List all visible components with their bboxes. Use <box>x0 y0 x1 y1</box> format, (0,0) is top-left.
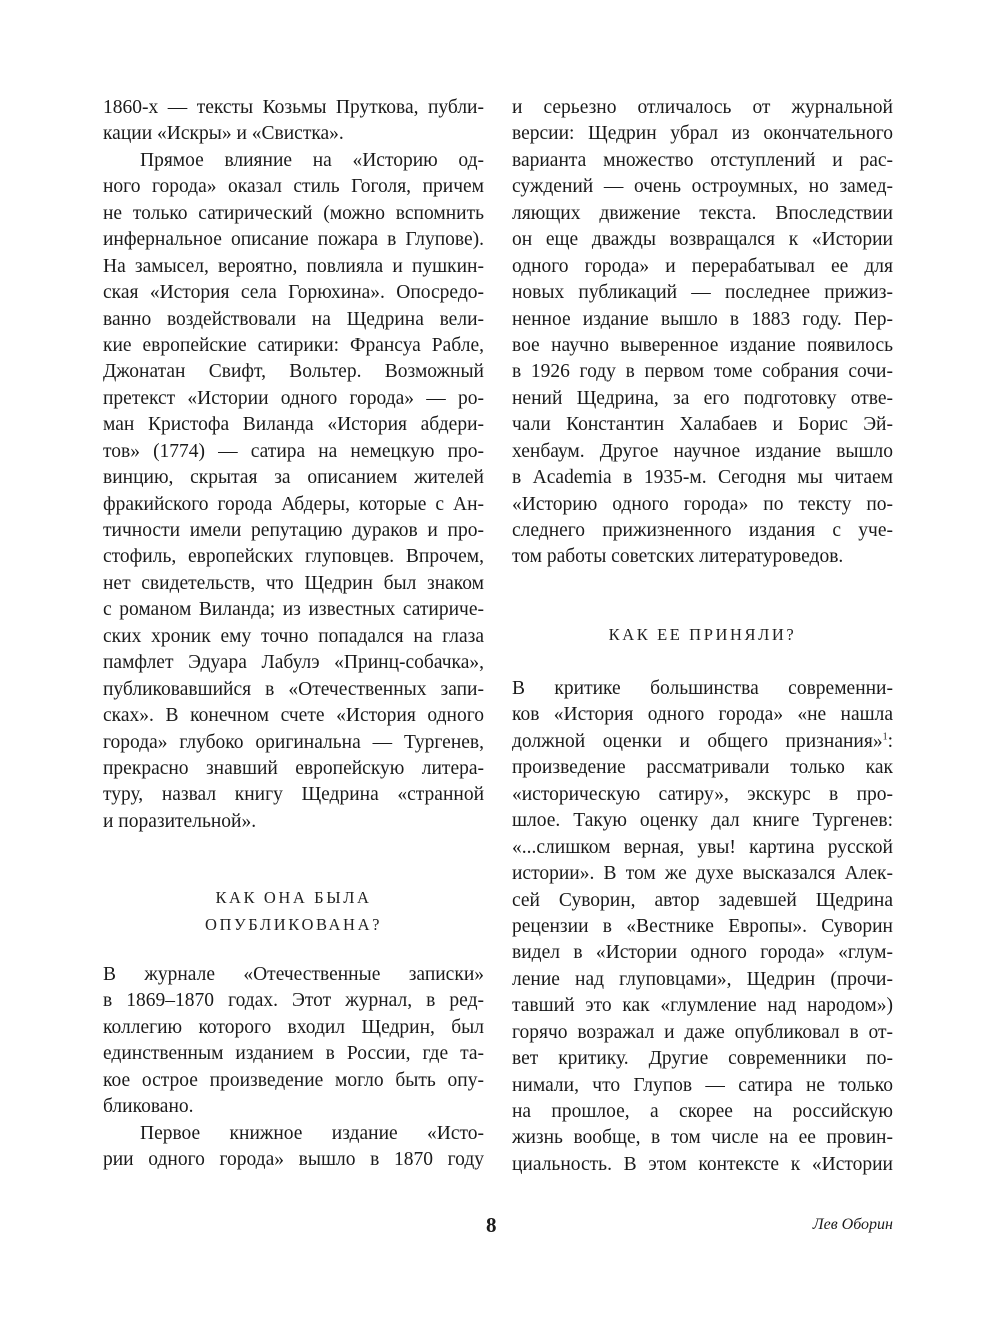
text-line: сей Суворин, автор задевшей Щедрина <box>512 889 893 911</box>
text-line: рии одного города» вышло в 1870 году <box>103 1149 484 1171</box>
text-line: В журнале «Отечественные записки» <box>103 964 484 985</box>
text-line: не только сатирический (можно вспомнить <box>103 202 484 224</box>
heading-line: КАК ЕЕ ПРИНЯЛИ? <box>608 625 797 644</box>
text-line: сках». В конечном счете «История одного <box>103 705 484 727</box>
page-number: 8 <box>486 1213 497 1237</box>
text-line: кации «Искры» и «Свистка». <box>103 123 344 145</box>
text-line: рецензии в «Вестнике Европы». Суворин <box>512 915 893 937</box>
heading-line: ОПУБЛИКОВАНА? <box>204 915 383 934</box>
text-line: тавший это как «глумление над народом») <box>512 995 893 1017</box>
text-line: ман Кристофа Виланда «История абдери- <box>103 414 484 436</box>
text-line: претекст «Истории одного города» — ро- <box>103 387 484 409</box>
text-line: том работы советских литературоведов. <box>512 546 844 568</box>
text-line: винцию, скрытая за описанием жителей <box>103 467 484 489</box>
text-line: в Academia в 1935-м. Сегодня мы читаем <box>512 467 893 489</box>
text-line: ного города» оказал стиль Гоголя, причем <box>103 176 484 198</box>
text-line: «историческую сатиру», экскурс в про- <box>512 783 893 805</box>
text-line: вет критику. Другие современники по- <box>512 1048 893 1070</box>
text-line: нет свидетельств, что Щедрин был знаком <box>103 572 484 594</box>
paragraph <box>103 962 484 1121</box>
text-line: и поразительной». <box>103 810 257 832</box>
text-line: ление над глуповцами», Щедрин (прочи- <box>512 968 893 990</box>
text-line: памфлет Эдуара Лабулэ «Принц-собачка», <box>103 652 484 674</box>
text-line: «...слишком верная, увы! картина русской <box>512 836 893 858</box>
right-column-top <box>512 95 893 571</box>
text-line: кое острое произведение могло быть опу- <box>103 1069 484 1091</box>
text-line: видел в «Истории одного города» «глум- <box>512 942 893 964</box>
text-line: шлое. Такую оценку дал книге Тургенев: <box>512 810 893 832</box>
footnote-marker[interactable]: 1 <box>882 731 888 743</box>
text-line: вое научно выверенное издание появилось <box>512 334 893 356</box>
text-line: тов» (1774) — сатира на немецкую про- <box>103 440 484 462</box>
text-line: и серьезно отличалось от журнальной <box>512 97 893 118</box>
text-line: одного города» и перерабатывал ее для <box>512 255 893 277</box>
text-line: версии: Щедрин убрал из окончательного <box>512 123 893 145</box>
text-line: В критике большинства современни- <box>512 678 893 699</box>
text-line: истории». В том же духе высказался Алек- <box>512 863 893 885</box>
text-line: ляющих движение текста. Впоследствии <box>512 202 893 224</box>
text-line: коллегию которого входил Щедрин, был <box>103 1016 484 1038</box>
text-line: фракийского города Абдеры, которые с Ан- <box>103 493 484 515</box>
text-line: Первое книжное издание «Исто- <box>140 1122 484 1144</box>
text-line: чали Константин Халабаев и Борис Эй- <box>512 414 893 436</box>
text-line: кие европейские сатирики: Франсуа Рабле, <box>103 334 484 356</box>
text-line: единственным изданием в России, где та- <box>103 1043 484 1065</box>
text-line: на прошлое, а скорее на российскую <box>512 1101 893 1122</box>
text-line: ских хроник ему точно попадался на глаза <box>103 625 484 647</box>
text-line: в 1926 году в первом томе собрания сочи- <box>512 361 893 383</box>
text-line: бликовано. <box>103 1096 194 1118</box>
text-line: прекрасно знавший европейскую литера- <box>103 757 484 779</box>
text-line: произведение рассматривали только как <box>512 757 893 779</box>
text-line: нений Щедрина, за его подготовку отве- <box>512 387 893 409</box>
text-line: ненное издание вышло в 1883 году. Пер- <box>512 308 893 330</box>
text-line: города» глубоко оригинальна — Тургенев, <box>103 731 484 753</box>
text-line: ванно воздействовали на Щедрина вели- <box>103 308 484 330</box>
paragraph <box>512 676 893 1178</box>
left-column-top <box>103 95 484 835</box>
text-line: туру, назвал книгу Щедрина «странной <box>103 784 484 806</box>
text-line: «Историю одного города» по тексту по- <box>512 493 893 515</box>
paragraph <box>103 1121 484 1174</box>
paragraph <box>103 95 484 148</box>
right-column-bottom <box>512 676 893 1178</box>
text-line: Прямое влияние на «Историю од- <box>140 149 484 171</box>
text-line: с романом Виланда; из известных сатириче- <box>103 599 484 621</box>
text-line: он еще дважды возвращался к «Истории <box>512 229 893 251</box>
text-line: публиковавшийся в «Отечественных запи- <box>103 678 484 700</box>
text-line: жизнь вообще, в том числе на ее провин- <box>512 1127 893 1149</box>
text-line: ков «История одного города» «не нашла <box>512 704 893 726</box>
text-line: суждений — очень остроумных, но замед- <box>512 176 893 198</box>
text-line: На замысел, вероятно, повлияла и пушкин- <box>103 255 484 277</box>
paragraph <box>512 95 893 571</box>
text-line: должной оценки и общего признания»$^1$: <box>512 730 893 752</box>
text-line: в 1869–1870 годах. Этот журнал, в ред- <box>103 990 484 1012</box>
text-line: инфернальное описание пожара в Глупове). <box>103 229 484 251</box>
text-line: ская «История села Горюхина». Опосредо- <box>103 282 484 304</box>
text-line: варианта множество отступлений и рас- <box>512 149 893 171</box>
running-footer-author: Лев Оборин <box>812 1216 893 1233</box>
text-line: стофиль, европейских глуповцев. Впрочем, <box>103 546 484 568</box>
left-column-bottom <box>103 962 484 1174</box>
text-line: новых публикаций — последнее прижиз- <box>512 282 893 304</box>
text-line: хенбаум. Другое научное издание вышло <box>512 440 893 462</box>
text-line: тичности имели репутацию дураков и про- <box>103 520 484 541</box>
heading-line: КАК ОНА БЫЛА <box>215 888 372 907</box>
section-heading-publication <box>103 884 484 938</box>
text-line: 1860-х — тексты Козьмы Пруткова, публи- <box>103 97 484 118</box>
text-line: нимали, что Глупов — сатира не только <box>512 1074 893 1096</box>
text-line: Джонатан Свифт, Вольтер. Возможный <box>103 361 484 383</box>
text-line: циальность. В этом контексте к «Истории <box>512 1153 893 1175</box>
text-line: следнего прижизненного издания с уче- <box>512 520 893 541</box>
paragraph <box>103 148 484 835</box>
section-heading-reception <box>512 621 893 648</box>
text-line: горячо возражал и даже опубликовал в от- <box>512 1021 893 1043</box>
